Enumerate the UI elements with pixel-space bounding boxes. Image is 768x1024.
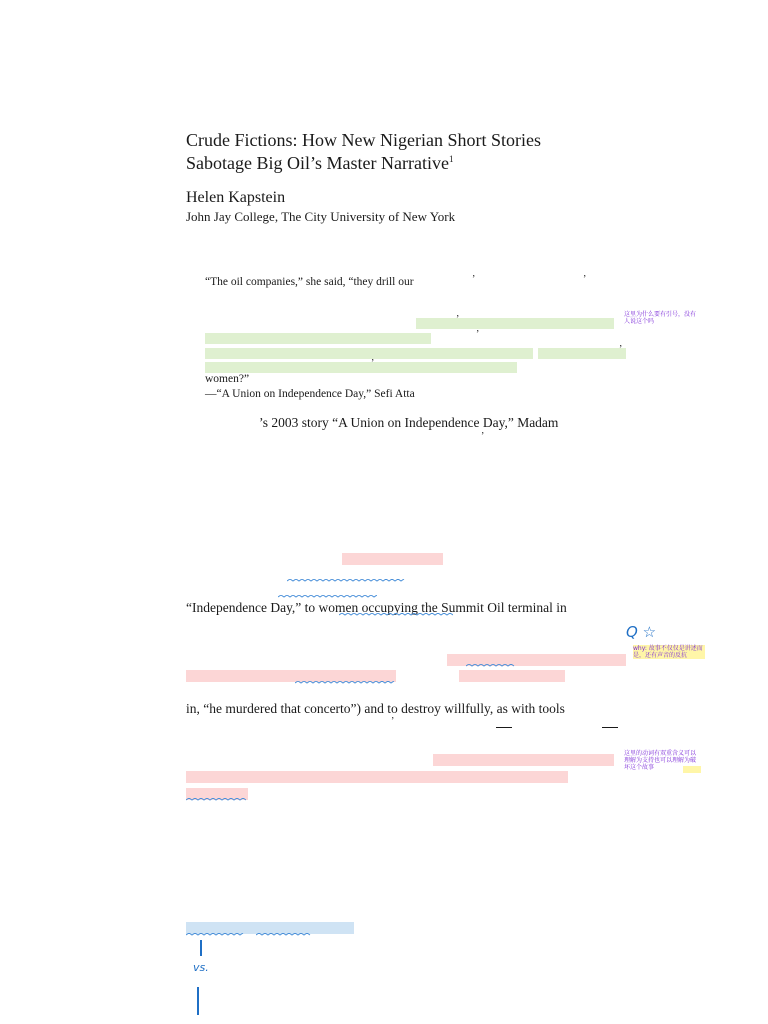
footnote-marker[interactable]: 1 xyxy=(448,154,454,164)
epigraph-line1: “The oil companies,” she said, “they drill our xyxy=(205,276,414,288)
squiggle-underline xyxy=(256,933,312,937)
squiggle-underline xyxy=(466,664,515,668)
squiggle-underline xyxy=(287,579,405,583)
green-highlight[interactable] xyxy=(205,333,431,344)
handwritten-vs: vs. xyxy=(193,961,209,974)
author-name: Helen Kapstein xyxy=(186,189,286,206)
annotation-note[interactable]: 这里的动词有双重含义可以理解为支持也可以理解为破坏这个故事 xyxy=(624,750,697,771)
squiggle-underline xyxy=(278,595,377,599)
handwritten-line xyxy=(200,940,202,956)
squiggle-underline xyxy=(295,681,395,685)
annotation-note[interactable]: why: 故事不仅仅是讲述而是，还有声音的反抗 xyxy=(633,645,705,659)
apostrophe-mark: ’ xyxy=(391,716,395,727)
apostrophe-mark: ’ xyxy=(476,329,480,340)
article-title-text: Sabotage Big Oil’s Master Narrative xyxy=(186,153,449,173)
yellow-highlight[interactable] xyxy=(683,766,701,773)
handwritten-line xyxy=(197,987,199,1015)
apostrophe-mark: ’ xyxy=(481,431,485,442)
em-dash xyxy=(602,727,618,728)
body-line: “Independence Day,” to women occupying the Summit Oil terminal in xyxy=(186,600,567,615)
author-affiliation: John Jay College, The City University of New York xyxy=(186,209,456,224)
apostrophe-mark: ’ xyxy=(371,358,375,369)
apostrophe-mark: ’ xyxy=(472,274,476,285)
pink-highlight[interactable] xyxy=(433,754,614,766)
article-title-line2 xyxy=(186,153,453,174)
pink-highlight[interactable] xyxy=(342,553,443,565)
green-highlight[interactable] xyxy=(538,348,626,359)
pink-highlight[interactable] xyxy=(186,771,568,783)
green-highlight[interactable] xyxy=(205,362,517,373)
annotation-note[interactable]: 这里为什么要有引号，没有人说这个吗 xyxy=(624,311,697,325)
apostrophe-mark: ’ xyxy=(619,344,623,355)
handwritten-question-mark: Q ☆ xyxy=(626,623,657,641)
body-line: in, “he murdered that concerto”) and to destroy willfully, as with tools xyxy=(186,701,565,716)
green-highlight[interactable] xyxy=(205,348,533,359)
apostrophe-mark: ’ xyxy=(456,314,460,325)
squiggle-underline xyxy=(339,613,453,617)
green-highlight[interactable] xyxy=(416,318,614,329)
squiggle-underline xyxy=(186,933,245,937)
epigraph-attribution: —“A Union on Independence Day,” Sefi Atta xyxy=(205,388,415,400)
pink-highlight[interactable] xyxy=(459,670,565,682)
body-line: ’s 2003 story “A Union on Independence Day,” Madam xyxy=(259,415,559,430)
article-title-line1: Crude Fictions: How New Nigerian Short Stories xyxy=(186,130,541,150)
em-dash xyxy=(496,727,512,728)
apostrophe-mark: ’ xyxy=(583,274,587,285)
epigraph-last-line: women?” xyxy=(205,373,250,385)
squiggle-underline xyxy=(186,798,248,802)
